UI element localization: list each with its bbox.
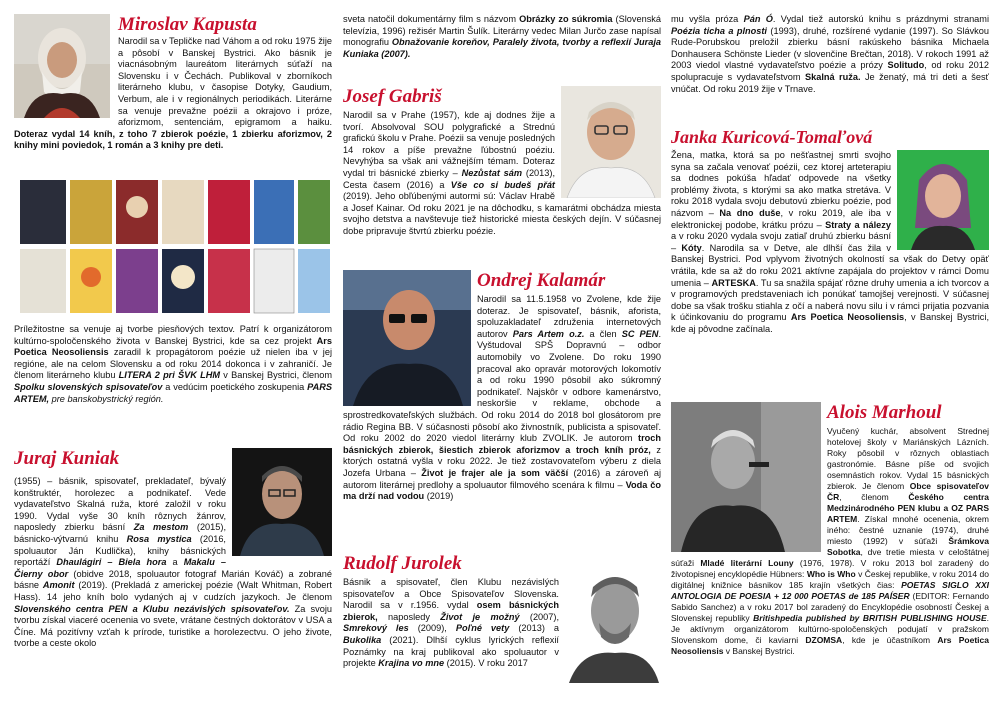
portrait-photo-kapusta: [14, 14, 110, 118]
author-name-marhoul: Alois Marhoul: [827, 402, 942, 423]
author-section-jurolek: [343, 553, 661, 685]
author-bio-kuniak-cont: sveta natočil dokumentárny film s názvom Obrázky zo súkromia (Slovenská televízia, 1996) režisér Martin Šulík. Literárny vedec Milan Jurčo zase napísal monografiu Obnažovanie koreňov, Paralely života, tvorby a reflexií Juraja Kuniaka (2007).: [343, 14, 661, 59]
column-left: [14, 0, 332, 707]
portrait-photo-kuricova: [897, 150, 989, 250]
author-bio-kuricova: Žena, matka, ktorá sa po nešťastnej smrti svojho syna sa začala venovať poézii, cez ktorej arteterapiu sa dodnes pokúša hľadať odpovede na všetky problémy života, s ktorými sa ako matka stretáva. V roku 2018 vydala svoju debutovú zbierku poézie, pod názvom – Na dno duše, v roku 2019, ale iba v elektronickej podobe, krátku prózu – Straty a nálezy a v roku 2020 vydala svoju zatiaľ druhú zbierku básní – Kóty. Narodila sa v Detve, ale dlhší čas žila v Banskej Bystrici. Pod vplyvom životných okolností sa však do Detvy opäť vrátila, kde sa až do roku 2021 aktívne zapájala do projektov v rámci Domu umenia – ARTESKA. Tu sa snažila spájať rôzne druhy umenia a ich tvorcov a v programových predstaveniach ich ponúkať tamojšej verejnosti. V súčasnej dobe sa však trošku stiahla z očí a naberá novu silu i v rámci prijatia pozvania k účinkovaniu do programu Ars Poetica Neosoliensis, v Banskej Bystrici, kde aj pôvodne začínala.: [671, 150, 989, 334]
author-section-kuricova: [671, 126, 989, 336]
author-bio-gabris: Narodil sa v Prahe (1957), kde aj dodnes žije a tvorí. Absolvoval SOU polygrafické a Strednú grafickú školu v Prahe. Poézii sa venuje posledných 14 rokov a píše prevažne ľúbostnú poéziu. Nevyhýba sa však ani vážnejším témam. Doteraz vydal tri básnické zbierky – Nezůstat sám (2013), Cesta časem (2016) a Vše co si budeš přát (2019). Jeho obľúbenými autormi sú: Václav Hrabě a Josef Kainar. Od roku 2021 je na dôchodku, s kamarátmi obchádza miesta svojho detstva a navštevuje tiež historické miesta českých dejín. V súčasnej dobe pripravuje štvrtú zbierku poézie.: [343, 110, 661, 236]
author-name-kuniak: Juraj Kuniak: [14, 448, 120, 469]
author-name-kalamar: Ondrej Kalamár: [477, 270, 606, 291]
author-bio-kalamar: Narodil sa 11.5.1958 vo Zvolene, kde žije doteraz. Je spisovateľ, básnik, aforista, spoluzakladateľ združenia internetových autorov Pars Artem o.z. a člen SC PEN. Vyštudoval SPŠ Dopravnú – odbor automobily vo Zvolene. Do roku 1990 pracoval ako opravár motorových lokomotív a od roku 1990 pôsobil ako súkromný podnikateľ. Najskôr v odbore kamenárstvo, neskoršie v reklame, obchode a sprostredkovateľských službách. Od roku 2014 do 2018 bol glosátorom pre rádio Regina BB. V súčasnosti pôsobí ako živnostník, publicista a spisovateľ. Od roku 2002 do 2020 viedol literárny klub ZVOLIK. Je autorom troch básnických zbierok, šiestich zbierok aforizmov a troch kníh próz, z ktorých ostatná vyšla v roku 2022. Je tiež zostavovateľom výberu z diela Jozefa Urbana – Život je frajer ale ja som väčší (2016) a zároveň aj autorom literárnej predlohy a spoluautor filmového scenára k filmu – Voda čo ma drží nad vodou (2019): [343, 294, 662, 502]
author-name-jurolek: Rudolf Jurolek: [343, 553, 462, 574]
portrait-photo-kuniak: [232, 448, 332, 556]
author-bio-kapusta-cont: Príležitostne sa venuje aj tvorbe piesňových textov. Patrí k organizátorom kultúrno-spoločenského života v Banskej Bystrici, kde sa cez projekt Ars Poetica Neosoliensis zaradil k propagátorom poézie už nielen iba v jej regióne, ale na celom Slovensku a od roku 2014 dokonca i v zahraničí. Je členom literárneho klubu LITERA 2 pri ŠVK LHM v Banskej Bystrici, členom Spolku slovenských spisovateľov a vedúcim poetického zoskupenia PARS ARTEM, pre banskobystrický región.: [14, 324, 332, 404]
author-section-kalamar: [343, 270, 661, 503]
portrait-photo-jurolek: [565, 553, 661, 683]
author-name-kapusta: Miroslav Kapusta: [118, 14, 257, 35]
author-bio-jurolek-cont: mu vyšla próza Pán Ó. Vydal tiež autorskú knihu s prázdnymi stranami Poézia ticha a plnosti (1993), druhé, rozšírené vydanie (1997). So Slávkou Rude-Porubskou preložil zbierku básní rakúskeho básnika Michaela Donhausera Schönste Lieder (v slovenčine Brečtan, 2018). V rokoch 1991 až 2003 viedol vlastné vydavateľstvo poézie a prózy Solitudo, od roku 2012 spolupracuje s vydavateľstvom Skalná ruža. Je ženatý, má tri deti a šesť vnúčat. Od roku 2019 žije v Trnave.: [671, 14, 989, 94]
portrait-photo-kalamar: [343, 270, 471, 406]
portrait-photo-gabris: [561, 86, 661, 198]
author-name-gabris: Josef Gabriš: [343, 86, 442, 107]
author-bio-kuniak: (1955) – básnik, spisovateľ, prekladateľ, bývalý konštruktér, horolezec a podnikateľ. Vede vydavateľstvo Skalná ruža, ktoré založil v roku 1990. Vydal vyše 30 kníh rôznych žánrov, naposledy zbierku básní Za mestom (2015), básnicko-výtvarnú knihu Rosa mystica (2016, spoluautor Ján Kudlička), knihy básnických reportáží Dhaulágiri – Biela hora a Makalu – Čierny obor (obidve 2018, spoluautor fotograf Marián Kováč) a zobrané básne Amonit (2019). (Prekladá z americkej poézie (Walt Whitman, Robert Hass). 14 jeho kníh bolo vydaných aj v cudzích jazykoch. Je členom Slovenského centra PEN a Klubu nezávislých spisovateľov. Za svoju tvorbu získal viaceré ocenenia vo svete, vrátane čestných doktorátov v USA a Číne. Má pozitívny vzťah k prírode, turistike a horolezectvu. O jeho živote, tvorbe a ceste okolo: [14, 476, 332, 649]
author-section-gabris: [343, 86, 661, 238]
column-right: [671, 0, 989, 707]
author-name-kuricova: Janka Kuricová-Tomaľová: [671, 127, 873, 147]
author-bio-jurolek: Básnik a spisovateľ, člen Klubu nezávislých spisovateľov a Obce Spisovateľov Slovenska. Narodil sa v r.1956. vydal osem básnických zbierok, naposledy Život je možný (2007), Smrekový les (2009), Poľné vety (2013) a Bukolika (2021). Dlhší cyklus lyrických reflexií Poznámky na kraj publikoval ako spoluautor v projekte Krajina vo mne (2015). V roku 2017: [343, 577, 560, 669]
portrait-photo-marhoul: [671, 402, 821, 552]
author-bio-marhoul: Vyučený kuchár, absolvent Strednej hotelovej školy v Mariánských Lázních. Roky pôsobil v rôznych oblastiach gastronómie. Básne píše od svojich osemnástich rokov. Vydal 15 básnických zbierok. Je členom Obce spisovateľov ČR, členom Českého centra Medzinárodného PEN klubu a OZ PARS ARTEM. Získal mnohé ocenenia, okrem iného: čestné uznanie (1974), druhé miesto (1992) v súťaži Šrámkova Sobotka, dve tretie miesta v celoštátnej súťaži Mladé literární Louny (1976, 1978). V roku 2013 bol zaradený do životopisnej encyklopédie Hübners: Who is Who v Českej republike, v roku 2014 do digitálnej knižnice básnikov 185 krajín všetkých čias: POETAS SIGLO XXI ANTOLOGIA DE POESIA + 12 000 POETAS de 185 PAÍSER (EDITOR: Fernando Sabido Sanchez) a v roku 2017 bol zaradený do Encyklopédie osobností Českej a Slovenskej republiky Britishpedia published by BRITISH PUBLISHING HOUSE. Je aktívnym organizátorom kultúrno-spoločenských podujatí v pražskom Slovenskom dome, či kaviarni DZOMSA, kde je účastníkom Ars Poetica Neosoliensis v Banskej Bystrici.: [671, 426, 990, 656]
author-section-kapusta: [14, 14, 332, 152]
book-covers-collage: [16, 177, 332, 317]
author-bio-kapusta: Narodil sa v Tepličke nad Váhom a od roku 1975 žije a pôsobí v Banskej Bystrici. Ako básnik je viacnásobným laureátom literárnych súťaží na Slovensku i v Čechách. Publikoval v zborníkoch literárneho klubu, v časopise Dotyky, Gaudium, Verbum, ale i v regionálnych periodikách. Literárne sa venuje prevažne poézii a okrajovo i próze, aforizmom, sentenciám, epigramom a haiku. Doteraz vydal 14 kníh, z toho 7 zbierok poézie, 1 zbierku aforizmov, 2 knihy mini poviedok, 1 román a 3 knihy pre deti.: [14, 36, 332, 151]
author-section-kuniak: [14, 448, 332, 650]
column-middle: [343, 0, 661, 707]
author-section-marhoul: [671, 402, 989, 657]
